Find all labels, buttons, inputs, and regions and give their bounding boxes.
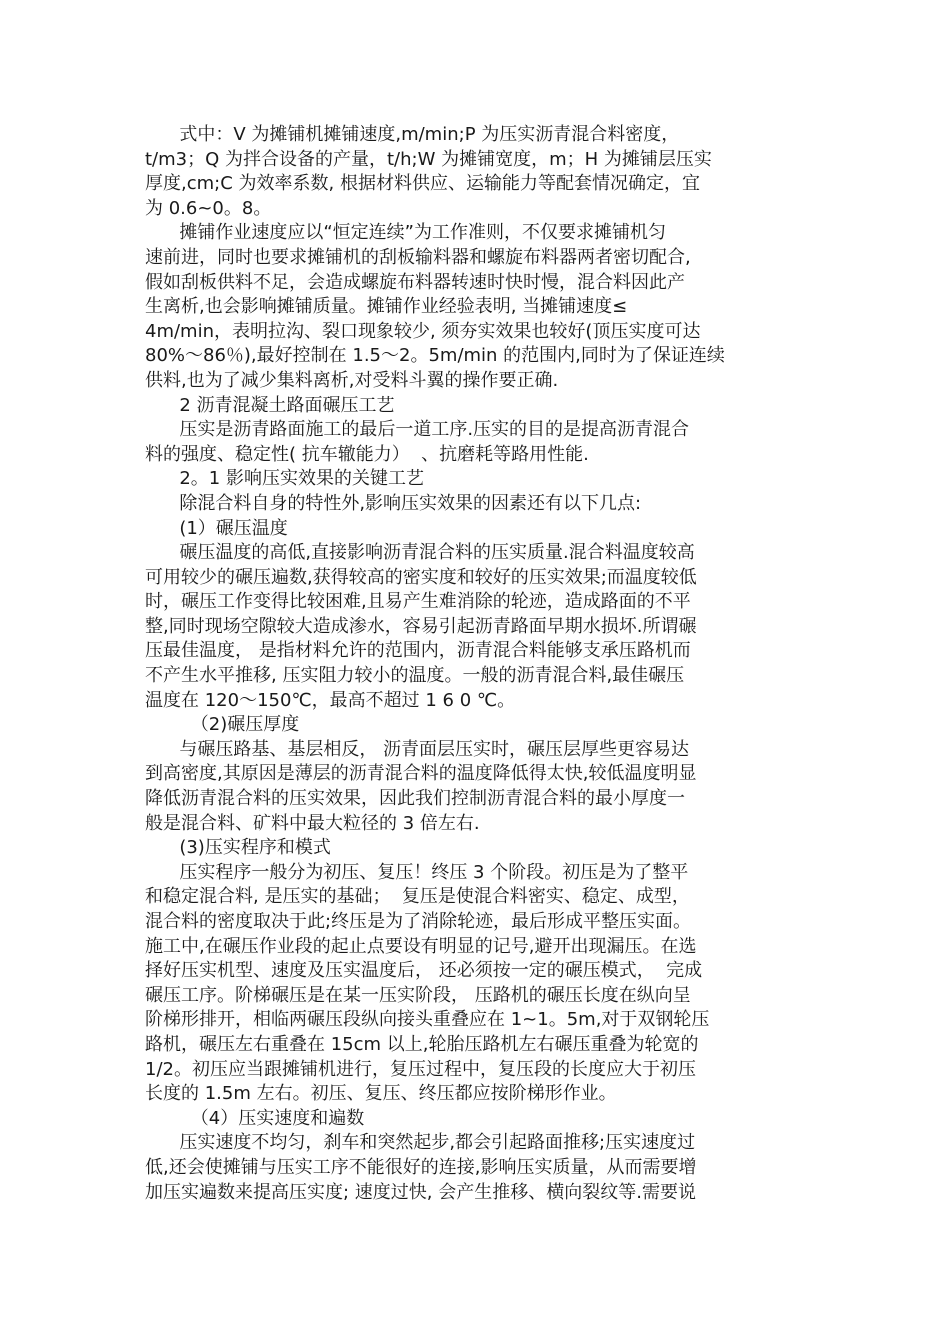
text-line: 加压实遍数来提高压实度; 速度过快, 会产生推移、横向裂纹等.需要说: [145, 1181, 696, 1203]
text-line: 料的强度、稳定性( 抗车辙能力） 、抗磨耗等路用性能.: [145, 443, 589, 465]
text-line: 和稳定混合料, 是压实的基础； 复压是使混合料密实、稳定、成型，: [145, 886, 690, 908]
text-line: 阶梯形排开，相临两碾压段纵向接头重叠应在 1~1。5m,对于双钢轮压: [145, 1009, 710, 1031]
section-heading: 2 沥青混凝土路面碾压工艺: [145, 394, 395, 416]
text-line: 施工中,在碾压作业段的起止点要设有明显的记号,避开出现漏压。在选: [145, 935, 697, 957]
text-line: 碾压工序。阶梯碾压是在某一压实阶段， 压路机的碾压长度在纵向呈: [145, 984, 691, 1006]
text-line: 式中：V 为摊铺机摊铺速度,m/min;P 为压实沥青混合料密度，: [145, 124, 680, 145]
text-line: 长度的 1.5m 左右。初压、复压、终压都应按阶梯形作业。: [145, 1083, 617, 1105]
text-line: 除混合料自身的特性外,影响压实效果的因素还有以下几点:: [145, 492, 642, 514]
text-line: 假如刮板供料不足，会造成螺旋布料器转速时快时慢，混合料因此产: [145, 271, 685, 293]
text-line: 为 0.6~0。8。: [145, 197, 272, 219]
text-line: 4m/min，表明拉沟、裂口现象较少, 须夯实效果也较好(顶压实度可达: [145, 320, 701, 342]
text-line: 供料,也为了减少集料离析,对受料斗翼的操作要正确.: [145, 369, 559, 391]
text-line: 般是混合料、矿料中最大粒径的 3 倍左右.: [145, 812, 480, 834]
text-line: 压实程序一般分为初压、复压！终压 3 个阶段。初压是为了整平: [145, 861, 689, 883]
text-line: 压实速度不均匀，刹车和突然起步,都会引起路面推移;压实速度过: [145, 1132, 696, 1154]
text-line: 压实是沥青路面施工的最后一道工序.压实的目的是提高沥青混合: [145, 419, 690, 441]
section-heading: 2。1 影响压实效果的关键工艺: [145, 468, 424, 490]
text-line: t/m3；Q 为拌合设备的产量，t/h;W 为摊铺宽度，m；H 为摊铺层压实: [145, 148, 712, 170]
text-line: 速前进，同时也要求摊铺机的刮板输料器和螺旋布料器两者密切配合,: [145, 246, 691, 268]
document-body: [145, 123, 807, 1205]
text-line: 整,同时现场空隙较大造成渗水，容易引起沥青路面早期水损坏.所谓碾: [145, 615, 697, 637]
text-line: 可用较少的碾压遍数,获得较高的密实度和较好的压实效果;而温度较低: [145, 566, 697, 588]
text-line: 与碾压路基、基层相反， 沥青面层压实时，碾压层厚些更容易达: [145, 738, 690, 760]
text-line: 摊铺作业速度应以“恒定连续”为工作准则，不仅要求摊铺机匀: [145, 222, 666, 244]
text-line: 降低沥青混合料的压实效果，因此我们控制沥青混合料的最小厚度一: [145, 788, 685, 810]
text-line: 厚度,cm;C 为效率系数, 根据材料供应、运输能力等配套情况确定，宜: [145, 173, 700, 195]
text-line: 路机，碾压左右重叠在 15cm 以上,轮胎压路机左右碾压重叠为轮宽的: [145, 1033, 699, 1055]
subsection-heading: (1）碾压温度: [145, 517, 288, 539]
text-line: 到高密度,其原因是薄层的沥青混合料的温度降低得太快,较低温度明显: [145, 763, 697, 785]
text-line: 混合料的密度取决于此;终压是为了消除轮迹，最后形成平整压实面。: [145, 911, 692, 932]
text-line: 温度在 120～150℃，最高不超过 1 6 0 ℃。: [145, 689, 516, 711]
text-line: 生离析,也会影响摊铺质量。摊铺作业经验表明, 当摊铺速度≤: [145, 296, 628, 318]
text-line: 压最佳温度， 是指材料允许的范围内，沥青混合料能够支承压路机而: [145, 640, 691, 662]
text-line: 碾压温度的高低,直接影响沥青混合料的压实质量.混合料温度较高: [145, 542, 695, 564]
subsection-heading: （2)碾压厚度: [145, 714, 300, 736]
text-line: 时，碾压工作变得比较困难,且易产生难消除的轮迹，造成路面的不平: [145, 591, 691, 613]
subsection-heading: (3)压实程序和模式: [145, 837, 331, 859]
text-line: 80%～86％),最好控制在 1.5～2。5m/min 的范围内,同时为了保证连续: [145, 345, 725, 367]
text-line: 1/2。初压应当跟摊铺机进行，复压过程中，复压段的长度应大于初压: [145, 1058, 696, 1080]
text-line: 择好压实机型、速度及压实温度后， 还必须按一定的碾压模式， 完成: [145, 960, 703, 982]
subsection-heading: （4）压实速度和遍数: [145, 1107, 365, 1129]
text-line: 低,还会使摊铺与压实工序不能很好的连接,影响压实质量，从而需要增: [145, 1156, 697, 1178]
text-line: 不产生水平推移, 压实阻力较小的温度。一般的沥青混合料,最佳碾压: [145, 665, 685, 687]
